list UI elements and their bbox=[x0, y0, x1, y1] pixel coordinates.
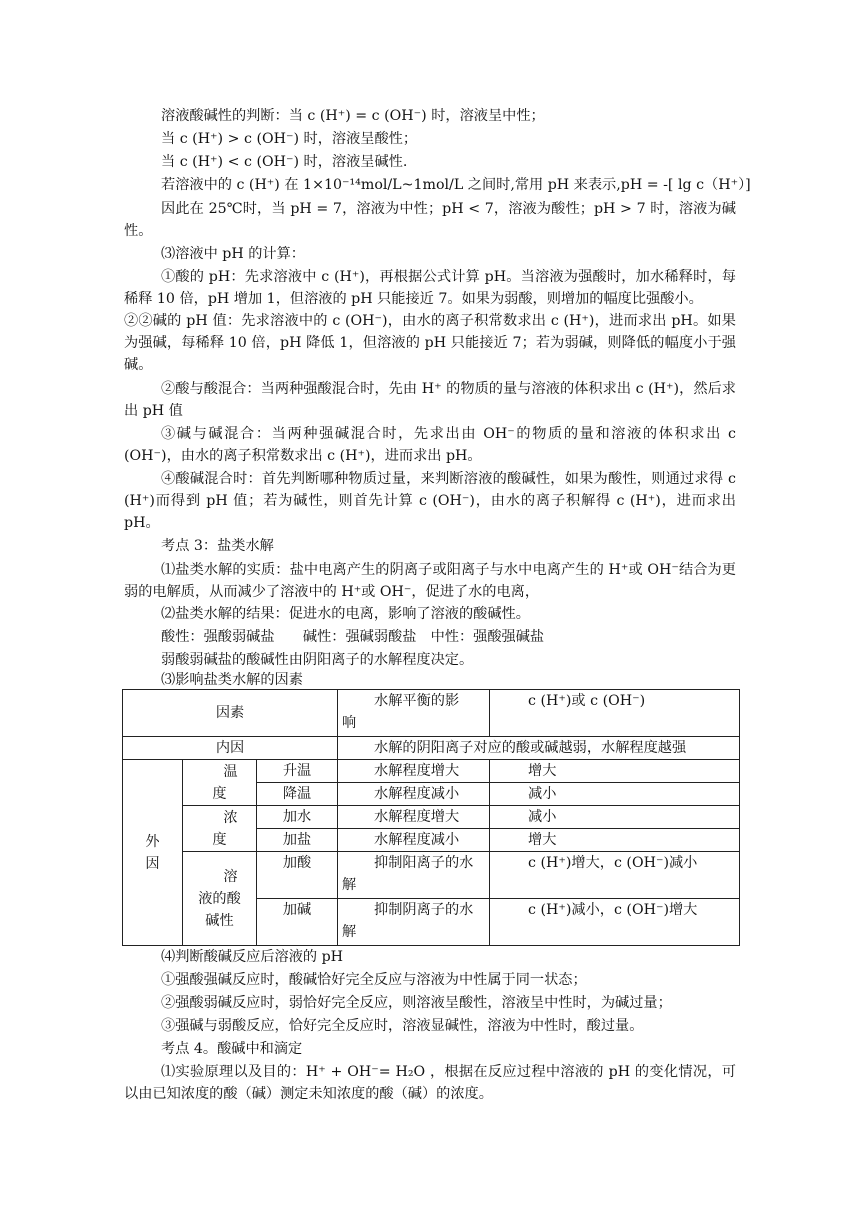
base-effect: 抑制阴离子的水 解 bbox=[338, 899, 490, 946]
internal-factor-desc: 水解的阴阳离子对应的酸或碱越弱，水解程度越强 bbox=[338, 737, 740, 760]
acid-concentration: c (H⁺)增大，c (OH⁻)减小 bbox=[490, 852, 740, 899]
para-weak-weak-salt: 弱酸弱碱盐的酸碱性由阴阳离子的水解程度决定。 bbox=[161, 652, 474, 668]
table-row bbox=[123, 806, 740, 829]
table-row bbox=[123, 760, 740, 783]
para-hydrolysis-result: ⑵盐类水解的结果：促进水的电离，影响了溶液的酸碱性。 bbox=[161, 606, 530, 622]
salt-concentration: 增大 bbox=[490, 829, 740, 852]
section-heading-3: 考点 3：盐类水解 bbox=[161, 538, 274, 554]
cool-effect: 水解程度减小 bbox=[338, 783, 490, 806]
acidity-factor: 溶 液的酸 碱性 bbox=[183, 852, 257, 946]
base-concentration: c (H⁺)减小，c (OH⁻)增大 bbox=[490, 899, 740, 946]
para-ph-at-25c: 因此在 25℃时，当 pH = 7，溶液为中性；pH < 7，溶液为酸性；pH > 7 时，溶液为碱性。 bbox=[124, 201, 736, 239]
temperature-factor: 温 度 bbox=[183, 760, 257, 806]
para-basic: 当 c (H⁺) < c (OH⁻) 时，溶液呈碱性. bbox=[161, 154, 408, 170]
header-effect: 水解平衡的影 响 bbox=[338, 690, 490, 737]
water-effect: 水解程度增大 bbox=[338, 806, 490, 829]
table-row bbox=[123, 737, 740, 760]
water-condition: 加水 bbox=[257, 806, 338, 829]
cool-condition: 降温 bbox=[257, 783, 338, 806]
para-salt-types: 酸性：强酸弱碱盐 碱性：强碱弱酸盐 中性：强酸强碱盐 bbox=[161, 629, 545, 645]
para-ph-definition: 若溶液中的 c (H⁺) 在 1×10⁻¹⁴mol/L~1mol/L 之间时,常用 pH 来表示,pH = -[ lg c（H⁺）] bbox=[161, 177, 751, 193]
para-acid-acid-mix: ②酸与酸混合：当两种强酸混合时，先由 H⁺ 的物质的量与溶液的体积求出 c (H⁺)，然后求出 pH 值 bbox=[124, 381, 736, 419]
warm-effect: 水解程度增大 bbox=[338, 760, 490, 783]
table-row bbox=[123, 852, 740, 899]
table-header-row bbox=[123, 690, 740, 737]
para-strong-acid-weak-base: ②强酸弱碱反应时，弱恰好完全反应，则溶液呈酸性，溶液呈中性时，为碱过量； bbox=[161, 995, 672, 1011]
para-acid-base-mix: ④酸碱混合时：首先判断哪种物质过量，来判断溶液的酸碱性，如果为酸性，则通过求得 c (H⁺)而得到 pH 值；若为碱性，则首先计算 c (OH⁻)，由水的离子积解得 c (H⁺)，进而求出 pH。 bbox=[124, 471, 736, 531]
internal-factor: 内因 bbox=[123, 737, 338, 760]
acid-condition: 加酸 bbox=[257, 852, 338, 899]
para-strong-base-weak-acid: ③强碱与弱酸反应，恰好完全反应时，溶液显碱性，溶液为中性时，酸过量。 bbox=[161, 1018, 644, 1034]
para-base-base-mix: ③碱与碱混合：当两种强碱混合时，先求出由 OH⁻的物质的量和溶液的体积求出 c (OH⁻)，由水的离子积常数求出 c (H⁺)，进而求出 pH。 bbox=[124, 426, 736, 464]
hydrolysis-factors-table bbox=[122, 689, 740, 946]
base-condition: 加碱 bbox=[257, 899, 338, 946]
water-concentration: 减小 bbox=[490, 806, 740, 829]
header-concentration: c (H⁺)或 c (OH⁻) bbox=[490, 690, 740, 737]
salt-effect: 水解程度减小 bbox=[338, 829, 490, 852]
salt-condition: 加盐 bbox=[257, 829, 338, 852]
para-acid-ph: ①酸的 pH：先求溶液中 c (H⁺)，再根据公式计算 pH。当溶液为强酸时，加水稀释时，每稀释 10 倍，pH 增加 1，但溶液的 pH 只能接近 7。如果为弱酸，则增加的幅度比强酸小。 bbox=[124, 269, 736, 307]
para-ph-calc-heading: ⑶溶液中 pH 的计算： bbox=[161, 246, 305, 262]
warm-condition: 升温 bbox=[257, 760, 338, 783]
para-acidic: 当 c (H⁺) > c (OH⁻) 时，溶液呈酸性； bbox=[161, 131, 418, 147]
para-neutral-judgement: 溶液酸碱性的判断：当 c (H⁺) = c (OH⁻) 时，溶液呈中性； bbox=[161, 108, 545, 124]
concentration-factor: 浓 度 bbox=[183, 806, 257, 852]
cool-concentration: 减小 bbox=[490, 783, 740, 806]
warm-concentration: 增大 bbox=[490, 760, 740, 783]
para-judge-ph-heading: ⑷判断酸碱反应后溶液的 pH bbox=[161, 949, 344, 965]
acid-effect: 抑制阳离子的水 解 bbox=[338, 852, 490, 899]
section-heading-4: 考点 4。酸碱中和滴定 bbox=[161, 1041, 303, 1057]
para-strong-strong: ①强酸强碱反应时，酸碱恰好完全反应与溶液为中性属于同一状态； bbox=[161, 972, 587, 988]
para-base-ph: ②②碱的 pH 值：先求溶液中的 c (OH⁻)，由水的离子积常数求出 c (H⁺)，进而求出 pH。如果为强碱，每稀释 10 倍，pH 降低 1，但溶液的 pH 只能接近 7；若为弱碱，则降低的幅度小于强碱。 bbox=[124, 313, 736, 373]
table-caption: ⑶影响盐类水解的因素 bbox=[161, 672, 303, 688]
para-titration-principle: ⑴实验原理以及目的：H⁺ + OH⁻= H₂O ，根据在反应过程中溶液的 pH 的变化情况，可以由已知浓度的酸（碱）测定未知浓度的酸（碱）的浓度。 bbox=[124, 1064, 736, 1102]
para-hydrolysis-essence: ⑴盐类水解的实质：盐中电离产生的阴离子或阳离子与水中电离产生的 H⁺或 OH⁻结合为更弱的电解质，从而减少了溶液中的 H⁺或 OH⁻，促进了水的电离， bbox=[124, 562, 736, 600]
header-factor: 因素 bbox=[123, 690, 338, 737]
external-factor: 外 因 bbox=[123, 760, 183, 946]
